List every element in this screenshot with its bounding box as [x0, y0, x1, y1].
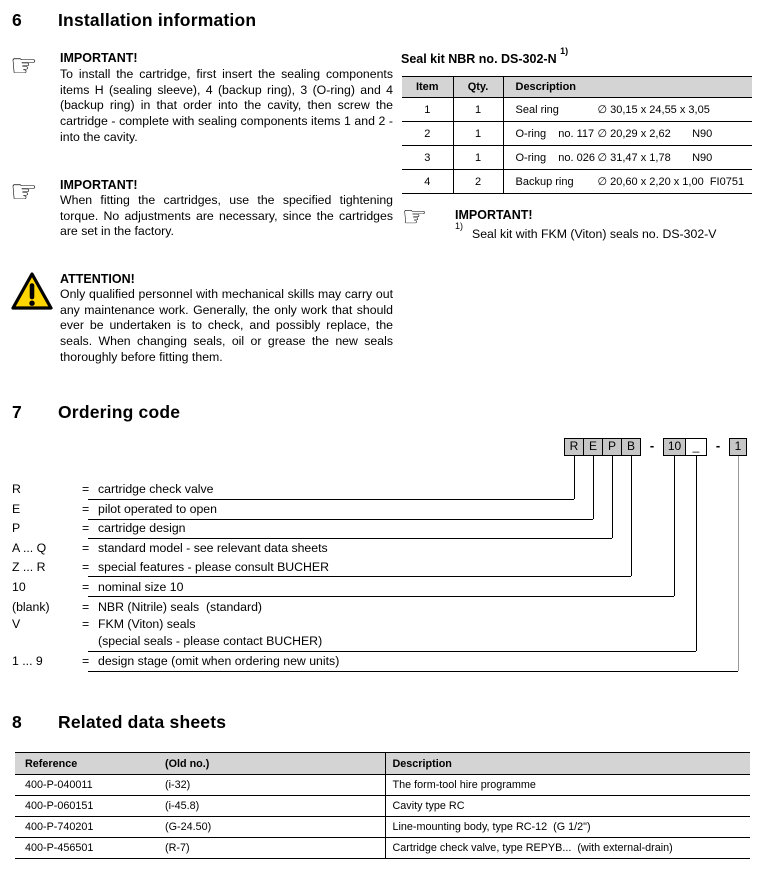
related-header-row	[15, 753, 750, 775]
connector-line	[88, 671, 738, 672]
legend-row	[12, 580, 183, 594]
description-cell: Cavity type RC	[385, 796, 750, 817]
qty-cell: 1	[453, 98, 503, 122]
legend-equals: =	[82, 521, 90, 535]
connector-line	[88, 499, 574, 500]
reference-cell: 400-P-060151	[25, 800, 94, 812]
legend-symbol: 10	[12, 580, 26, 594]
legend-description: standard model - see relevant data sheets	[98, 541, 328, 555]
related-row	[15, 817, 750, 838]
legend-row	[12, 654, 339, 668]
description-cell: Cartridge check valve, type REPYB... (with external-drain)	[385, 838, 750, 859]
note-fkm-heading: IMPORTANT!	[455, 208, 533, 222]
related-row	[15, 838, 750, 859]
code-box-seal-option: _	[685, 438, 707, 456]
note-fkm-body	[455, 221, 717, 242]
footnote-text: Seal kit with FKM (Viton) seals no. DS-302-V	[472, 227, 717, 242]
connector-line	[88, 596, 674, 597]
legend-description: FKM (Viton) seals	[98, 617, 196, 631]
legend-row	[12, 560, 329, 574]
footnote-marker: 1)	[455, 221, 464, 231]
code-dash: -	[649, 438, 655, 453]
section-8-title: Related data sheets	[58, 712, 227, 732]
legend-description: special features - please consult BUCHER	[98, 560, 330, 574]
connector-line	[738, 456, 739, 671]
legend-symbol: A ... Q	[12, 541, 47, 555]
seal-kit-header-description: Description	[503, 77, 752, 98]
legend-row	[12, 482, 214, 496]
legend-row	[12, 600, 262, 614]
code-box-r: R	[564, 438, 584, 456]
qty-cell: 2	[453, 170, 503, 194]
seal-kit-header-qty: Qty.	[453, 77, 503, 98]
part-name: Seal ring	[515, 104, 559, 116]
seal-kit-header-item: Item	[402, 77, 453, 98]
code-box-size: 10	[663, 438, 686, 456]
code-box-stage: 1	[729, 438, 747, 456]
legend-description: cartridge design	[98, 521, 186, 535]
related-header-old-no: (Old no.)	[155, 753, 385, 775]
legend-symbol: P	[12, 521, 21, 535]
related-header-description: Description	[385, 753, 750, 775]
seal-kit-title-footnote-marker: 1)	[560, 46, 569, 56]
related-sheets-table	[15, 752, 750, 859]
code-dash: -	[715, 438, 721, 453]
old-no-cell: (G-24.50)	[165, 821, 212, 833]
item-cell: 4	[424, 175, 431, 188]
legend-equals: =	[82, 580, 90, 594]
note-install-body: To install the cartridge, first insert the sealing components items H (sealing sleeve), 4 (backup ring), 3 (O-ring) and 4 (backup ring) in that order into the cavity, then screw the cartridge - complete with sealing components items 1 and 2 - into the cavity.	[60, 67, 393, 144]
warning-triangle-icon	[10, 271, 54, 316]
pointing-hand-icon: ☞	[402, 201, 428, 232]
legend-equals: =	[82, 482, 90, 496]
section-7-heading	[12, 402, 180, 423]
section-7-number: 7	[12, 402, 22, 422]
section-6-title: Installation information	[58, 10, 257, 30]
seal-kit-table	[402, 76, 752, 194]
old-no-cell: (i-45.8)	[165, 800, 200, 812]
legend-row	[12, 634, 322, 648]
connector-line	[574, 456, 575, 499]
seal-kit-title-text: Seal kit NBR no. DS-302-N	[401, 52, 557, 67]
note-attention-body: Only qualified personnel with mechanical skills may carry out any maintenance work. Generally, the only work that should ever be undertaken is to check, and possibly replace, the seals. When changing seals, oil or grease the new seals thoroughly before fitting them.	[60, 287, 393, 364]
legend-description: NBR (Nitrile) seals (standard)	[98, 600, 262, 614]
connector-line	[88, 576, 631, 577]
connector-line	[88, 538, 612, 539]
part-name: Backup ring	[515, 176, 574, 188]
connector-line	[674, 456, 675, 596]
connector-line	[631, 456, 632, 576]
description-cell	[503, 170, 752, 194]
legend-symbol: 1 ... 9	[12, 654, 43, 668]
legend-equals: =	[82, 617, 90, 631]
old-no-cell: (R-7)	[165, 842, 190, 854]
legend-row	[12, 521, 186, 535]
part-spec: ∅ 31,47 x 1,78 N90	[597, 152, 713, 164]
item-cell: 2	[424, 127, 431, 140]
code-box-b: B	[621, 438, 641, 456]
description-cell	[503, 98, 752, 122]
legend-equals: =	[82, 560, 90, 574]
connector-line	[88, 651, 696, 652]
note-attention-heading: ATTENTION!	[60, 272, 135, 286]
legend-description: cartridge check valve	[98, 482, 214, 496]
seal-kit-title	[401, 46, 569, 67]
legend-description: (special seals - please contact BUCHER)	[98, 634, 323, 648]
seal-kit-header-row	[402, 77, 752, 98]
reference-cell: 400-P-740201	[25, 821, 94, 833]
legend-symbol: Z ... R	[12, 560, 46, 574]
pointing-hand-icon: ☞	[10, 48, 38, 83]
part-spec: ∅ 20,60 x 2,20 x 1,00 FI0751	[597, 176, 745, 188]
legend-row	[12, 541, 328, 555]
legend-row	[12, 502, 217, 516]
related-row	[15, 796, 750, 817]
seal-kit-row	[402, 170, 752, 194]
section-6-number: 6	[12, 10, 22, 30]
description-cell	[503, 122, 752, 146]
connector-line	[593, 456, 594, 519]
legend-symbol: E	[12, 502, 21, 516]
note-torque-heading: IMPORTANT!	[60, 178, 138, 192]
section-7-title: Ordering code	[58, 402, 181, 422]
legend-description: nominal size 10	[98, 580, 184, 594]
code-box-p: P	[602, 438, 622, 456]
section-8-heading	[12, 712, 226, 733]
connector-line	[612, 456, 613, 538]
part-spec: ∅ 30,15 x 24,55 x 3,05	[597, 104, 710, 116]
legend-equals: =	[82, 502, 90, 516]
related-row	[15, 775, 750, 796]
section-8-number: 8	[12, 712, 22, 732]
note-torque-body: When fitting the cartridges, use the specified tightening torque. No adjustments are necessary, since the cartridges are set in the factory.	[60, 193, 393, 239]
part-spec: ∅ 20,29 x 2,62 N90	[597, 128, 713, 140]
section-6-heading	[12, 10, 256, 31]
legend-description: pilot operated to open	[98, 502, 217, 516]
connector-line	[88, 519, 593, 520]
legend-equals: =	[82, 600, 90, 614]
part-name: O-ring no. 026	[515, 152, 595, 164]
qty-cell: 1	[453, 122, 503, 146]
pointing-hand-icon: ☞	[10, 174, 38, 209]
part-name: O-ring no. 117	[515, 128, 595, 140]
description-cell	[503, 146, 752, 170]
legend-row	[12, 617, 196, 631]
code-box-e: E	[583, 438, 603, 456]
legend-symbol: V	[12, 617, 21, 631]
legend-symbol: (blank)	[12, 600, 50, 614]
note-install-heading: IMPORTANT!	[60, 51, 138, 65]
qty-cell: 1	[453, 146, 503, 170]
description-cell: The form-tool hire programme	[385, 775, 750, 796]
description-cell: Line-mounting body, type RC-12 (G 1/2")	[385, 817, 750, 838]
old-no-cell: (i-32)	[165, 779, 191, 791]
connector-line	[696, 456, 697, 651]
related-header-reference: Reference	[15, 753, 155, 775]
item-cell: 3	[424, 151, 431, 164]
reference-cell: 400-P-456501	[25, 842, 94, 854]
legend-symbol: R	[12, 482, 21, 496]
legend-equals: =	[82, 654, 90, 668]
seal-kit-row	[402, 98, 752, 122]
seal-kit-row	[402, 146, 752, 170]
item-cell: 1	[424, 103, 431, 116]
reference-cell: 400-P-040011	[25, 779, 93, 791]
legend-description: design stage (omit when ordering new units)	[98, 654, 340, 668]
legend-equals: =	[82, 541, 90, 555]
seal-kit-row	[402, 122, 752, 146]
